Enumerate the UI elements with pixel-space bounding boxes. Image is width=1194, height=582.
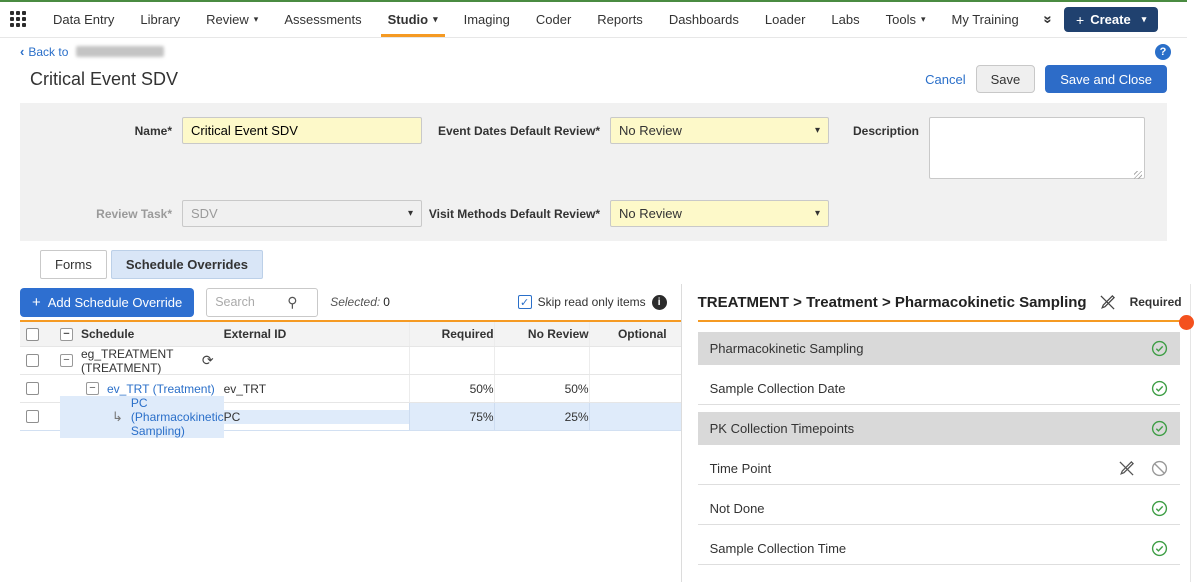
nav-overflow-double-chevron-icon[interactable]: » — [1039, 15, 1057, 24]
chevron-left-icon: ‹ — [20, 44, 25, 59]
propagate-disabled-icon[interactable] — [1118, 460, 1135, 477]
event-link[interactable]: ev_TRT (Treatment) — [107, 381, 215, 396]
plus-icon: + — [1076, 11, 1085, 28]
table-header-row: − Schedule External ID Required No Review Optional — [20, 322, 681, 347]
collapse-all-icon[interactable]: − — [60, 328, 73, 341]
schedule-toolbar — [20, 284, 681, 322]
list-item-section: Pharmacokinetic Sampling — [698, 332, 1180, 365]
collapse-node-icon[interactable]: − — [86, 382, 99, 395]
reviewed-check-icon[interactable] — [1151, 340, 1168, 357]
create-button[interactable]: + Create ▾ — [1064, 7, 1158, 32]
nav-item-data-entry[interactable]: Data Entry — [53, 12, 115, 27]
row-checkbox[interactable] — [26, 382, 39, 395]
cancel-button[interactable]: Cancel — [925, 71, 966, 87]
list-item-field: Not Done — [698, 492, 1180, 525]
back-target-redacted — [76, 46, 164, 57]
propagate-disabled-icon — [1099, 294, 1116, 311]
schedule-overrides-panel — [0, 284, 682, 582]
select-all-checkbox[interactable] — [26, 328, 39, 341]
save-and-close-button[interactable]: Save and Close — [1045, 65, 1167, 93]
row-checkbox[interactable] — [26, 410, 39, 423]
refresh-icon[interactable]: ⟳ — [201, 352, 214, 368]
form-link[interactable]: PC (Pharmacokinetic Sampling) — [130, 395, 224, 438]
edge-notification-dot — [1179, 315, 1194, 330]
event-dates-default-review-select[interactable]: No Review ▾ — [610, 117, 829, 144]
chevron-down-icon: ▾ — [433, 14, 438, 24]
main-content — [0, 284, 1187, 582]
skip-read-only-label: Skip read only items — [537, 295, 646, 309]
visit-methods-default-review-label: Visit Methods Default Review* — [428, 207, 600, 221]
name-label: Name* — [134, 124, 172, 138]
page-header — [0, 38, 1187, 101]
skip-read-only-checkbox[interactable]: ✓ — [518, 295, 532, 309]
reviewed-check-icon[interactable] — [1151, 540, 1168, 557]
nav-item-imaging[interactable]: Imaging — [463, 12, 510, 27]
review-task-label: Review Task* — [96, 207, 172, 221]
event-dates-default-review-label: Event Dates Default Review* — [437, 124, 600, 138]
field-review-list — [698, 322, 1190, 565]
plus-icon: + — [32, 293, 41, 311]
name-field[interactable] — [182, 117, 422, 144]
chevron-down-icon: ▾ — [814, 125, 820, 136]
no-review-slash-icon[interactable] — [1151, 460, 1168, 477]
nav-item-labs[interactable]: Labs — [831, 12, 860, 27]
search-box — [206, 288, 318, 317]
chevron-down-icon: ▾ — [407, 208, 413, 219]
nav-item-assessments[interactable]: Assessments — [284, 12, 362, 27]
nav-item-coder[interactable]: Coder — [535, 12, 572, 27]
nav-item-dashboards[interactable]: Dashboards — [668, 12, 739, 27]
list-item-field: Sample Collection Time — [698, 532, 1180, 565]
visit-methods-default-review-select[interactable]: No Review ▾ — [610, 200, 829, 227]
back-link[interactable]: ‹ Back to — [20, 44, 164, 59]
table-row-form-selected[interactable]: ↳ PC (Pharmacokinetic Sampling) PC 75% 25% — [20, 403, 681, 431]
description-label: Description — [852, 124, 919, 138]
tab-schedule-overrides[interactable]: Schedule Overrides — [111, 250, 263, 279]
child-arrow-icon: ↳ — [112, 408, 123, 424]
collapse-node-icon[interactable]: − — [60, 354, 73, 367]
reviewed-check-icon[interactable] — [1151, 500, 1168, 517]
list-item-section: PK Collection Timepoints — [698, 412, 1180, 445]
list-item-field: Sample Collection Date — [698, 372, 1180, 405]
row-checkbox[interactable] — [26, 354, 39, 367]
properties-form-panel — [20, 103, 1167, 241]
form-detail-header — [698, 284, 1190, 322]
nav-item-studio[interactable]: Studio ▾ — [375, 2, 451, 37]
top-nav — [0, 2, 1187, 38]
app-grid-icon[interactable] — [10, 11, 26, 29]
nav-item-review[interactable]: Review ▾ — [206, 12, 259, 27]
info-icon[interactable]: i — [652, 295, 667, 310]
nav-item-tools[interactable]: Tools ▾ — [885, 12, 926, 27]
nav-item-my-training[interactable]: My Training — [951, 12, 1019, 27]
nav-item-library[interactable]: Library — [140, 12, 181, 27]
chevron-down-icon: ▾ — [814, 208, 820, 219]
help-icon[interactable]: ? — [1155, 44, 1171, 60]
table-row-event: − ev_TRT (Treatment) ev_TRT 50% 50% — [20, 375, 681, 403]
detail-tabs — [40, 250, 1187, 279]
add-schedule-override-button[interactable]: + Add Schedule Override — [20, 288, 194, 317]
page-title: Critical Event SDV — [30, 68, 179, 89]
nav-item-loader[interactable]: Loader — [764, 12, 806, 27]
list-item-field: Time Point — [698, 452, 1180, 485]
chevron-down-icon: ▾ — [1141, 14, 1147, 24]
review-task-select: SDV ▾ — [182, 200, 422, 227]
chevron-down-icon: ▾ — [253, 14, 259, 24]
search-icon[interactable]: ⚲ — [287, 293, 298, 310]
search-input[interactable] — [207, 295, 285, 309]
selected-count: Selected: 0 — [330, 295, 390, 309]
chevron-down-icon: ▾ — [920, 14, 926, 24]
description-field[interactable] — [929, 117, 1145, 179]
reviewed-check-icon[interactable] — [1151, 420, 1168, 437]
required-label: Required — [1129, 295, 1182, 309]
reviewed-check-icon[interactable] — [1151, 380, 1168, 397]
save-button[interactable]: Save — [976, 65, 1036, 93]
table-row-event-group: − eg_TREATMENT (TREATMENT) ⟳ — [20, 347, 681, 375]
tab-forms[interactable]: Forms — [40, 250, 107, 279]
breadcrumb-title: TREATMENT > Treatment > Pharmacokinetic Sampling — [697, 293, 1087, 311]
form-detail-panel — [682, 284, 1191, 582]
nav-item-reports[interactable]: Reports — [597, 12, 643, 27]
